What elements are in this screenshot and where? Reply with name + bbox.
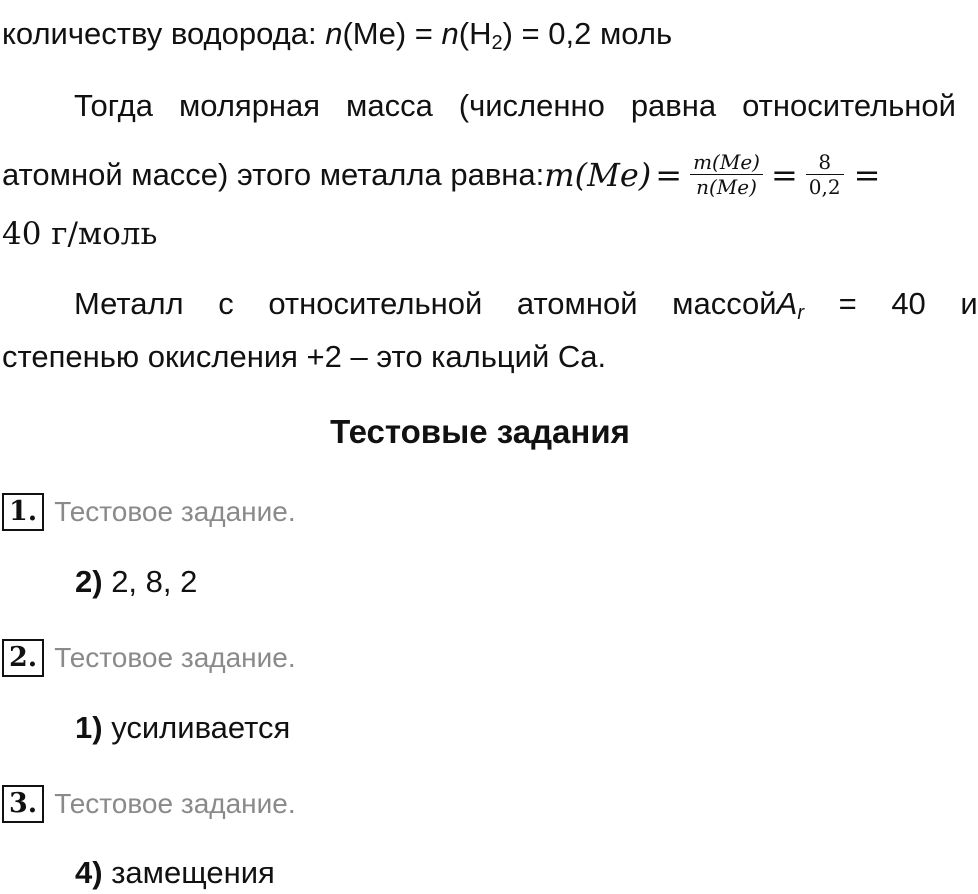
task-number: 2. bbox=[2, 639, 44, 677]
task-2-answer bbox=[75, 708, 290, 748]
subscript-r: r bbox=[797, 302, 804, 324]
task-text: Тестовое задание. bbox=[54, 496, 296, 527]
answer-number: 4) bbox=[75, 855, 103, 890]
text-line: Тогда молярная масса (численно равна относительной bbox=[74, 88, 956, 123]
result-value: 40 bbox=[2, 216, 42, 252]
section-heading: Тестовые задания bbox=[330, 413, 630, 450]
task-1 bbox=[2, 492, 296, 532]
fraction-denominator: 0,2 bbox=[808, 175, 841, 199]
task-text: Тестовое задание. bbox=[54, 788, 296, 819]
symbol-a: A bbox=[776, 286, 798, 321]
result-unit: г/моль bbox=[41, 216, 158, 252]
answer-text: усиливается bbox=[102, 710, 291, 745]
text-tail: ) = 0,2 моль bbox=[502, 16, 673, 51]
task-1-answer bbox=[75, 562, 197, 602]
task-2 bbox=[2, 638, 296, 678]
task-number: 1. bbox=[2, 493, 44, 531]
text-line2: атомной массе) этого металла равна: bbox=[2, 156, 545, 192]
answer-number: 2) bbox=[75, 564, 103, 599]
text-h: (H bbox=[458, 16, 492, 51]
paragraph-metal-line1 bbox=[2, 284, 978, 324]
text-me: (Me) = bbox=[342, 16, 442, 51]
task-3-answer bbox=[75, 853, 275, 893]
text-metal-a: Металл с относительной атомной массой bbox=[74, 286, 777, 321]
line-hydrogen-amount bbox=[2, 14, 672, 54]
equals-sign: = bbox=[853, 155, 881, 194]
fraction-numerator: 8 bbox=[806, 150, 844, 175]
answer-text: 2, 8, 2 bbox=[102, 564, 198, 599]
task-3 bbox=[2, 784, 296, 824]
task-text: Тестовое задание. bbox=[54, 642, 296, 673]
equals-sign: = bbox=[770, 155, 798, 194]
answer-text: замещения bbox=[102, 855, 275, 890]
symbol-n: n bbox=[325, 16, 343, 51]
fraction-8-over-0-2 bbox=[806, 150, 844, 199]
task-number: 3. bbox=[2, 785, 44, 823]
symbol-n: n bbox=[441, 16, 459, 51]
subscript-2: 2 bbox=[491, 32, 503, 54]
fraction-numerator: m(Me) bbox=[690, 150, 763, 175]
symbol-ar bbox=[777, 284, 978, 324]
equals-sign: = bbox=[655, 155, 683, 194]
line-molar-mass-formula bbox=[2, 150, 956, 199]
formula-m-me: m(Me) bbox=[544, 155, 652, 194]
text-prefix: количеству водорода: bbox=[2, 16, 326, 51]
answer-number: 1) bbox=[75, 710, 103, 745]
paragraph-molar-mass-line1 bbox=[2, 86, 956, 126]
text-metal-b: = 40 и bbox=[803, 286, 978, 321]
fraction-m-over-n bbox=[690, 150, 763, 199]
paragraph-metal-line2: степенью окисления +2 – это кальций Ca. bbox=[2, 339, 607, 374]
fraction-denominator: n(Me) bbox=[696, 175, 757, 199]
line-result bbox=[2, 214, 157, 254]
